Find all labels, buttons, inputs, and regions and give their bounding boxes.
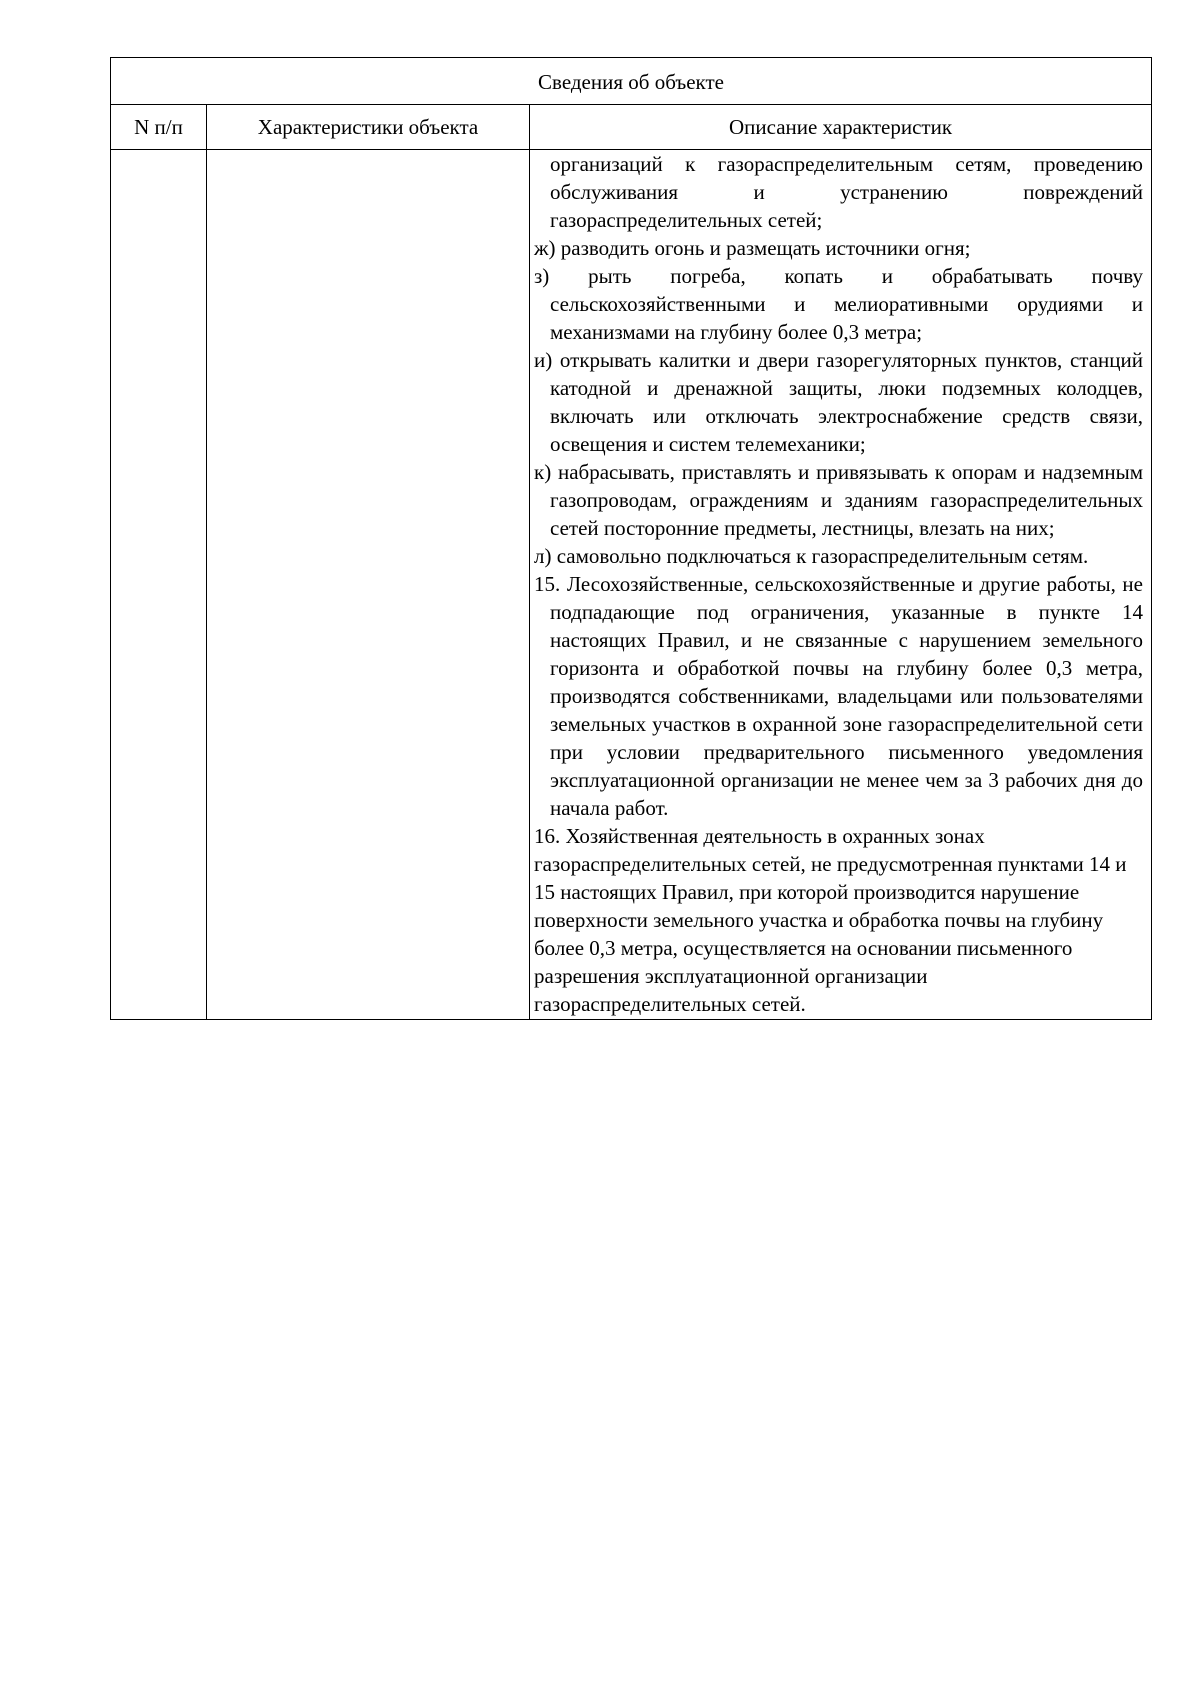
header-characteristics: Характеристики объекта [207,105,530,150]
description-paragraph: организаций к газораспределительным сетям, проведению обслуживания и устранению повреждений газораспределительных сетей; [550,152,1143,232]
row-number-cell [111,150,207,1020]
description-paragraph: и) открывать калитки и двери газорегуляторных пунктов, станций катодной и дренажной защиты, люки подземных колодцев, включать или отключать электроснабжение средств связи, освещения и систем телемеханики; [534,348,1143,456]
description-paragraph: ж) разводить огонь и размещать источники огня; [534,236,971,260]
row-description-cell [530,150,1152,1020]
header-description: Описание характеристик [530,105,1152,150]
table-title-row [111,58,1152,105]
description-paragraph: к) набрасывать, приставлять и привязывать к опорам и надземным газопроводам, ограждениям и зданиям газораспределительных сетей посторонние предметы, лестницы, влезать на них; [534,460,1143,540]
object-info-table [110,57,1152,1020]
table-row [111,150,1152,1020]
description-paragraph: з) рыть погреба, копать и обрабатывать почву сельскохозяйственными и мелиоративными орудиями и механизмами на глубину более 0,3 метра; [534,264,1143,344]
row-characteristics-cell [207,150,530,1020]
description-paragraph: л) самовольно подключаться к газораспределительным сетям. [534,544,1089,568]
header-number: N п/п [111,105,207,150]
table-title: Сведения об объекте [111,58,1152,105]
table-header-row [111,105,1152,150]
description-paragraph: 15. Лесохозяйственные, сельскохозяйственные и другие работы, не подпадающие под ограничения, указанные в пункте 14 настоящих Правил, и не связанные с нарушением земельного горизонта и обработкой почвы на глубину более 0,3 метра, производятся собственниками, владельцами или пользователями земельных участков в охранной зоне газораспределительной сети при условии предварительного письменного уведомления эксплуатационной организации не менее чем за 3 рабочих дня до начала работ. [534,572,1143,820]
description-paragraph: 16. Хозяйственная деятельность в охранных зонах газораспределительных сетей, не предусмотренная пунктами 14 и 15 настоящих Правил, при которой производится нарушение поверхности земельного участка и обработка почвы на глубину более 0,3 метра, осуществляется на основании письменного разрешения эксплуатационной организации газораспределительных сетей. [534,824,1127,1016]
